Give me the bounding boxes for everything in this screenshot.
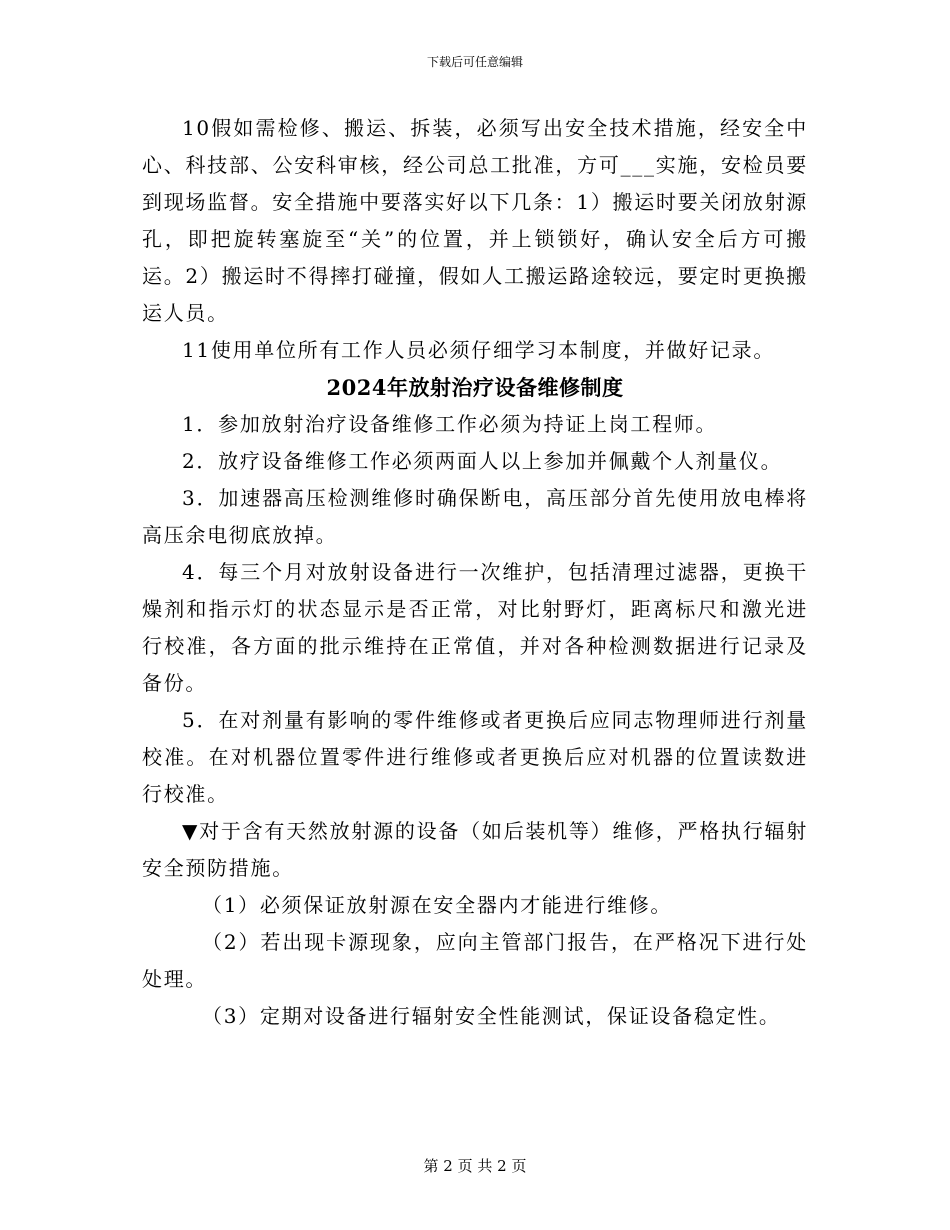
sub-item-1: （1）必须保证放射源在安全器内才能进行维修。 — [202, 893, 673, 917]
list-item-2: 2．放疗设备维修工作必须两面人以上参加并佩戴个人剂量仪。 — [182, 449, 783, 473]
list-item-3: 3．加速器高压检测维修时确保断电，高压部分首先使用放电棒将高压余电彻底放掉。 — [142, 486, 808, 547]
document-title: 2024年放射治疗设备维修制度 — [326, 375, 624, 400]
page-header-note: 下载后可任意编辑 — [426, 55, 523, 69]
list-item-5: 5．在对剂量有影响的零件维修或者更换后应同志物理师进行剂量校准。在对机器位置零件进行维修或者更换后应对机器的位置读数进行校准。 — [142, 708, 808, 806]
list-item-1: 1．参加放射治疗设备维修工作必须为持证上岗工程师。 — [182, 412, 718, 436]
page-number: 第 2 页 共 2 页 — [423, 1157, 527, 1175]
sub-item-2: （2）若出现卡源现象，应向主管部门报告，在严格况下进行处处理。 — [142, 930, 808, 991]
list-item-radiation-source: ▼对于含有天然放射源的设备（如后装机等）维修，严格执行辐射安全预防措施。 — [142, 819, 808, 880]
document-body — [142, 110, 808, 1035]
paragraph-item-10: 10假如需检修、搬运、拆装，必须写出安全技术措施，经安全中心、科技部、公安科审核，经公司总工批准，方可___实施，安检员要到现场监督。安全措施中要落实好以下几条：1）搬运时要关闭放射源孔，即把旋转塞旋至“关”的位置，并上锁锁好，确认安全后方可搬运。2）搬运时不得摔打碰撞，假如人工搬运路途较远，要定时更换搬运人员。 — [142, 116, 808, 325]
list-item-4: 4．每三个月对放射设备进行一次维护，包括清理过滤器，更换干燥剂和指示灯的状态显示是否正常，对比射野灯，距离标尺和激光进行校准，各方面的批示维持在正常值，并对各种检测数据进行记录及备份。 — [142, 560, 808, 695]
paragraph-item-11: 11使用单位所有工作人员必须仔细学习本制度，并做好记录。 — [182, 338, 776, 362]
sub-item-3: （3）定期对设备进行辐射安全性能测试，保证设备稳定性。 — [202, 1004, 781, 1028]
